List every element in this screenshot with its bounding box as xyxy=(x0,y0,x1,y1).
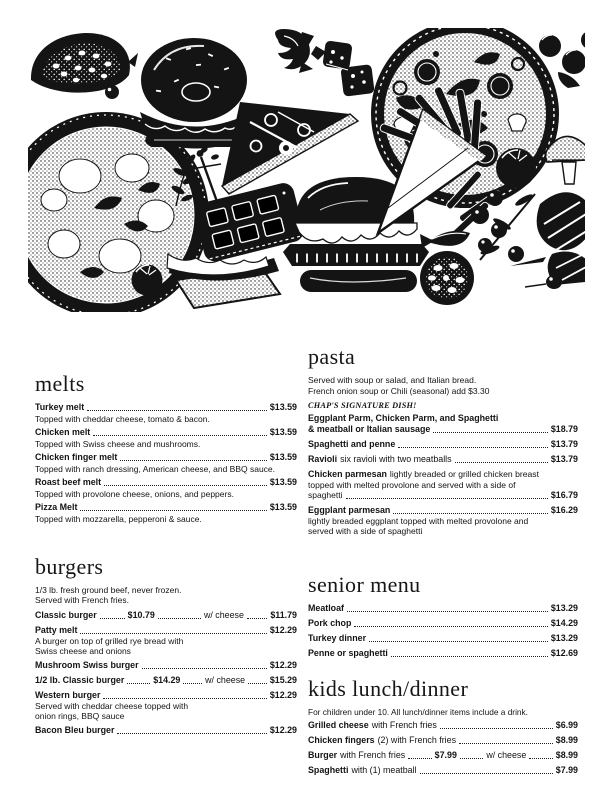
item-name: Penne or spaghetti xyxy=(308,648,388,658)
item-name: Burger xyxy=(308,749,338,760)
mushroom-illustration xyxy=(546,136,585,184)
dotted-leader xyxy=(347,611,548,612)
item-price: $12.29 xyxy=(269,724,297,735)
pasta-title: pasta xyxy=(308,344,356,369)
olive-pick-illustration xyxy=(525,275,562,289)
item-price: $12.29 xyxy=(269,689,297,700)
dotted-leader xyxy=(120,460,266,461)
item-price: $13.59 xyxy=(269,402,297,412)
tomato-slice-illustration xyxy=(420,251,474,305)
menu-item xyxy=(308,469,578,501)
item-name: Turkey melt xyxy=(35,402,85,412)
pomegranate-illustration xyxy=(31,33,138,93)
item-price: $8.99 xyxy=(555,734,578,745)
kids-menu-title: kids lunch/dinner xyxy=(308,675,469,701)
item-price: $13.29 xyxy=(550,633,578,643)
menu-item xyxy=(308,750,578,762)
menu-item xyxy=(308,603,578,615)
item-price: $13.79 xyxy=(550,439,578,449)
dotted-leader xyxy=(87,410,267,411)
item-subtext: six ravioli with two meatballs xyxy=(340,454,452,464)
section-senior-menu xyxy=(308,572,578,660)
item-description: Topped with cheddar cheese, tomato & bacon. xyxy=(35,413,210,424)
item-name: Pizza Melt xyxy=(35,502,78,512)
item-price: $14.29 xyxy=(550,618,578,628)
item-price: $10.79 xyxy=(127,609,155,620)
item-price: $18.79 xyxy=(550,424,578,434)
item-description: Topped with Swiss cheese and mushrooms. xyxy=(35,438,201,449)
menu-item xyxy=(35,402,297,424)
item-price: $7.99 xyxy=(555,764,578,775)
dotted-leader xyxy=(158,618,201,619)
item-subtext: lightly breaded or grilled chicken breast xyxy=(389,469,539,479)
section-intro: Served with French fries. xyxy=(35,595,130,605)
item-description: spaghetti xyxy=(308,489,343,500)
item-name: Turkey dinner xyxy=(308,633,367,643)
dotted-leader xyxy=(460,758,483,759)
senior-menu-title: senior menu xyxy=(308,572,421,597)
burgers-title: burgers xyxy=(35,553,104,579)
item-name: Chicken fingers xyxy=(308,734,375,745)
menu-item xyxy=(308,454,578,466)
item-subtext: with French fries xyxy=(340,749,406,760)
menu-item xyxy=(308,618,578,630)
food-collage-illustration xyxy=(28,28,585,312)
item-alt-price: $15.29 xyxy=(269,674,297,685)
menu-item xyxy=(308,720,578,732)
menu-item xyxy=(35,477,297,499)
menu-item xyxy=(35,675,297,687)
section-intro: Served with soup or salad, and Italian bread. xyxy=(308,375,477,385)
item-description: Served with cheddar cheese topped with xyxy=(35,701,189,711)
item-name: Meatloaf xyxy=(308,603,344,613)
item-price: $13.59 xyxy=(269,452,297,462)
item-price: $6.99 xyxy=(555,719,578,730)
dotted-leader xyxy=(440,728,553,729)
item-name: Spaghetti xyxy=(308,764,349,775)
item-name: Chicken finger melt xyxy=(35,452,118,462)
item-description: lightly breaded eggplant topped with melted provolone and xyxy=(308,516,529,526)
section-kids-menu xyxy=(308,676,578,777)
dotted-leader xyxy=(104,485,267,486)
item-price: $16.79 xyxy=(550,489,578,500)
section-pasta xyxy=(308,344,578,536)
dotted-leader xyxy=(80,633,266,634)
menu-item xyxy=(308,648,578,660)
item-option-label: w/ cheese xyxy=(203,609,244,620)
menu-item xyxy=(308,765,578,777)
menu-item xyxy=(35,660,297,672)
item-price: $12.29 xyxy=(269,659,297,670)
tomato-illustration xyxy=(132,265,163,296)
menu-item xyxy=(308,439,578,451)
item-name: Mushroom Swiss burger xyxy=(35,659,139,670)
item-name: Grilled cheese xyxy=(308,719,369,730)
item-description: Topped with ranch dressing, American cheese, and BBQ sauce. xyxy=(35,463,276,474)
dotted-leader xyxy=(346,498,548,499)
dotted-leader xyxy=(247,618,267,619)
item-name: Spaghetti and penne xyxy=(308,439,396,449)
dotted-leader xyxy=(354,626,547,627)
item-name: 1/2 lb. Classic burger xyxy=(35,674,125,685)
item-name: Roast beef melt xyxy=(35,477,102,487)
dotted-leader xyxy=(93,435,267,436)
dotted-leader xyxy=(100,618,125,619)
signature-dish-label: CHAP'S SIGNATURE DISH! xyxy=(308,401,417,410)
item-subtext: with French fries xyxy=(371,719,437,730)
item-description: onion rings, BBQ sauce xyxy=(35,711,125,721)
item-name: Chicken parmesan xyxy=(308,469,387,479)
item-name: Eggplant Parm, Chicken Parm, and Spaghetti xyxy=(308,413,499,423)
bagel-sandwich-illustration xyxy=(140,38,248,149)
menu-item xyxy=(35,502,297,524)
item-name: Classic burger xyxy=(35,609,97,620)
item-description: Topped with provolone cheese, onions, and peppers. xyxy=(35,488,234,499)
item-description: topped with melted provolone and served with a side of xyxy=(308,479,516,490)
menu-item xyxy=(35,427,297,449)
croutons-illustration xyxy=(322,40,374,96)
item-subtext: (2) with French fries xyxy=(377,734,457,745)
menu-item xyxy=(308,505,578,537)
section-intro: French onion soup or Chili (seasonal) add $3.30 xyxy=(308,385,490,396)
item-name: & meatball or Italian sausage xyxy=(308,424,431,434)
item-alt-price: $11.79 xyxy=(270,609,297,620)
item-price: $13.29 xyxy=(550,603,578,613)
dotted-leader xyxy=(183,683,202,684)
dotted-leader xyxy=(433,432,548,433)
menu-item xyxy=(35,690,297,722)
item-price: $12.69 xyxy=(550,648,578,658)
section-melts xyxy=(35,371,297,524)
menu-item xyxy=(35,610,297,622)
item-description: Swiss cheese and onions xyxy=(35,646,131,656)
menu-item xyxy=(308,413,578,436)
olive-illustration xyxy=(281,190,292,203)
dotted-leader xyxy=(408,758,431,759)
dotted-leader xyxy=(103,698,266,699)
item-price: $7.99 xyxy=(434,749,457,760)
item-price: $16.29 xyxy=(550,504,578,515)
dotted-leader xyxy=(455,462,548,463)
item-description: A burger on top of grilled rye bread with xyxy=(35,636,184,646)
dotted-leader xyxy=(393,513,547,514)
item-subtext: with (1) meatball xyxy=(351,764,417,775)
item-description: served with a side of spaghetti xyxy=(308,526,423,536)
menu-item xyxy=(35,452,297,474)
item-price: $13.59 xyxy=(269,502,297,512)
dotted-leader xyxy=(529,758,552,759)
dotted-leader xyxy=(420,773,553,774)
menu-item xyxy=(308,633,578,645)
item-name: Patty melt xyxy=(35,624,78,635)
dotted-leader xyxy=(391,656,548,657)
item-description: Topped with mozzarella, pepperoni & sauce. xyxy=(35,513,202,524)
menu-item xyxy=(35,725,297,737)
item-price: $12.29 xyxy=(269,624,297,635)
grilled-chicken-illustration xyxy=(510,192,585,285)
right-column xyxy=(308,344,578,780)
item-name: Pork chop xyxy=(308,618,352,628)
menu-item xyxy=(308,735,578,747)
tomato-illustration xyxy=(496,148,536,188)
item-option-label: w/ cheese xyxy=(205,674,246,685)
left-column xyxy=(35,344,297,780)
section-intro: For children under 10. All lunch/dinner items include a drink. xyxy=(308,706,528,717)
item-price: $13.79 xyxy=(550,454,578,464)
dotted-leader xyxy=(80,510,266,511)
dotted-leader xyxy=(398,447,548,448)
item-alt-price: $8.99 xyxy=(555,749,578,760)
item-name: Bacon Bleu burger xyxy=(35,724,115,735)
item-price: $13.59 xyxy=(269,427,297,437)
menu-content xyxy=(35,344,578,780)
menu-item xyxy=(35,625,297,657)
dotted-leader xyxy=(459,743,553,744)
item-name: Chicken melt xyxy=(35,427,91,437)
item-price: $14.29 xyxy=(153,674,181,685)
dotted-leader xyxy=(369,641,548,642)
item-option-label: w/ cheese xyxy=(486,749,527,760)
dotted-leader xyxy=(127,683,150,684)
item-name: Ravioli xyxy=(308,454,338,464)
section-burgers xyxy=(35,554,297,737)
dotted-leader xyxy=(142,668,267,669)
item-name: Western burger xyxy=(35,689,101,700)
melts-title: melts xyxy=(35,371,85,396)
section-intro: 1/3 lb. fresh ground beef, never frozen. xyxy=(35,584,182,595)
item-price: $13.59 xyxy=(269,477,297,487)
item-name: Eggplant parmesan xyxy=(308,504,391,515)
olive-illustration xyxy=(105,85,119,99)
dotted-leader xyxy=(248,683,267,684)
dotted-leader xyxy=(117,733,266,734)
basil-leaf-illustration xyxy=(428,231,470,246)
